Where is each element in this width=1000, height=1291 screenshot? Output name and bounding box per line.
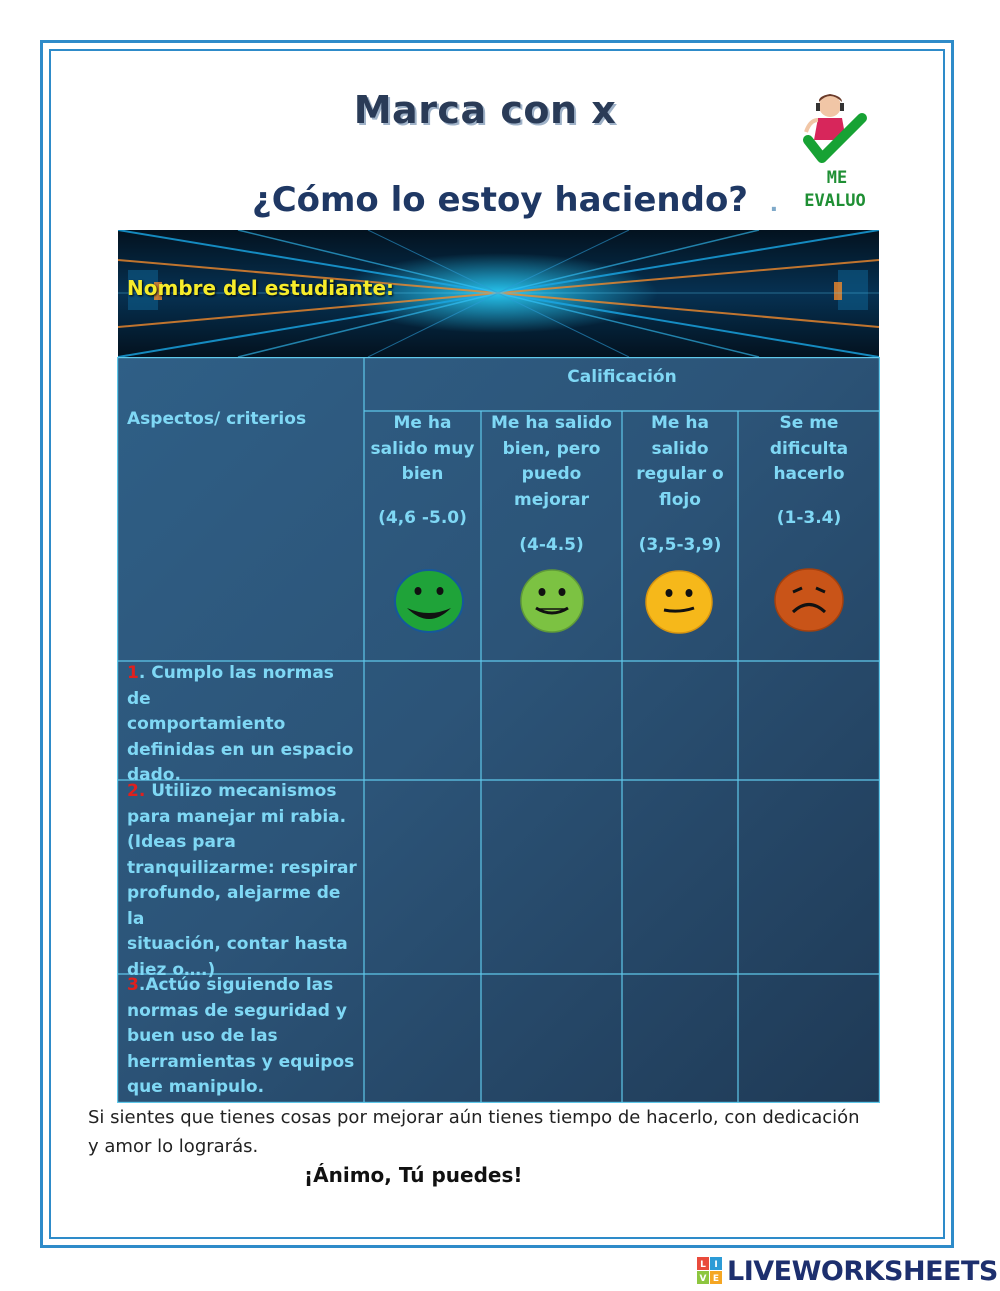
svg-text:L: L: [700, 1260, 706, 1270]
answer-cell-r1-c1[interactable]: [365, 662, 481, 780]
column-range-4: (1-3.4): [776, 508, 842, 528]
page-subtitle: ¿Cómo lo estoy haciendo?: [251, 180, 749, 220]
column-header-3: Me ha salido regular o flojo: [636, 413, 724, 510]
answer-cell-r2-c4[interactable]: [739, 781, 879, 974]
logo-text-evaluo: EVALUO: [804, 191, 866, 211]
column-header-2: Me ha salido bien, pero puedo mejorar: [491, 413, 612, 510]
big-smile-face-icon: [392, 568, 466, 634]
neutral-face-icon: [644, 569, 714, 635]
answer-cell-r3-c1[interactable]: [365, 975, 481, 1102]
student-name-label: Nombre del estudiante:: [127, 276, 395, 300]
page-title: Marca con x: [353, 88, 617, 132]
answer-cell-r3-c3[interactable]: [623, 975, 738, 1102]
liveworksheets-badge-icon: [697, 1257, 723, 1285]
encouragement-title: ¡Ánimo, Tú puedes!: [304, 1163, 523, 1187]
encouragement-message: Si sientes que tienes cosas por mejorar aún tienes tiempo de hacerlo, con dedicación y amor lo lograrás.: [88, 1107, 860, 1157]
criteria-row-2: 2. Utilizo mecanismos para manejar mi rabia. (Ideas para tranquilizarme: respirar profundo, alejarme de la situación, contar hasta diez o….): [127, 781, 357, 980]
headphones-icon: [816, 103, 820, 111]
answer-cell-r1-c2[interactable]: [482, 662, 622, 780]
answer-cell-r1-c3[interactable]: [623, 662, 738, 780]
answer-cell-r2-c1[interactable]: [365, 781, 481, 974]
column-header-4: Se me dificulta hacerlo: [769, 413, 849, 484]
answer-cell-r2-c2[interactable]: [482, 781, 622, 974]
criteria-header: Aspectos/ criterios: [127, 409, 307, 429]
smile-face-icon: [519, 568, 585, 634]
column-header-1: Me ha salido muy bien: [370, 413, 475, 484]
criteria-row-1: 1. Cumplo las normas de comportamiento definidas en un espacio dado.: [127, 663, 354, 785]
grade-header: Calificación: [567, 367, 677, 387]
criteria-row-3: 3.Actúo siguiendo las normas de seguridad y buen uso de las herramientas y equipos que manipulo.: [127, 975, 355, 1097]
column-range-2: (4-4.5): [519, 535, 584, 555]
logo-text-me: ME: [826, 168, 848, 188]
answer-cell-r1-c4[interactable]: [739, 662, 879, 780]
me-evaluo-logo: [792, 90, 882, 215]
sad-face-icon: [773, 567, 845, 633]
liveworksheets-wordmark: LIVEWORKSHEETS: [727, 1255, 998, 1287]
answer-cell-r3-c2[interactable]: [482, 975, 622, 1102]
column-range-1: (4,6 -5.0): [378, 508, 467, 528]
answer-cell-r3-c4[interactable]: [739, 975, 879, 1102]
answer-cell-r2-c3[interactable]: [623, 781, 738, 974]
liveworksheets-logo: [697, 1255, 998, 1287]
svg-text:E: E: [712, 1274, 720, 1284]
svg-text:I: I: [714, 1260, 718, 1270]
subtitle-dot: .: [770, 186, 778, 217]
svg-text:V: V: [699, 1274, 707, 1284]
column-range-3: (3,5-3,9): [638, 535, 722, 555]
